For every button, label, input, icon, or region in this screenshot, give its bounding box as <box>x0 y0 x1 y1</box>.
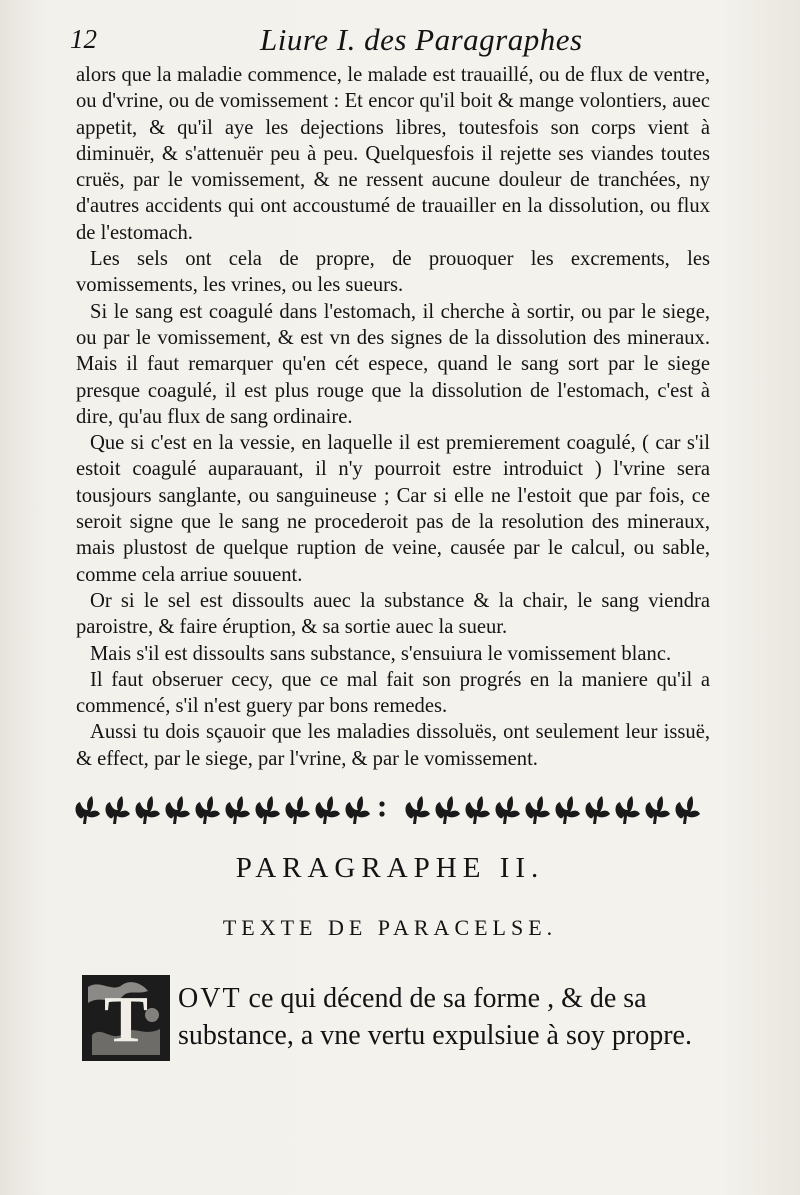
fleuron-row <box>76 796 701 824</box>
body-paragraph: Aussi tu dois sçauoir que les maladies dissoluës, ont seulement leur issuë, & effect, par le siege, par l'vrine, & par le vomissement. <box>76 721 710 770</box>
section-heading: PARAGRAPHE II. <box>235 852 545 884</box>
body-paragraph: Si le sang est coagulé dans l'estomach, il cherche à sortir, ou par le siege, ou par le vomissement, & est vn des signes de la dissolution des mineraux. Mais il faut remarquer qu'en cét espece, quand le sang sort par le siege presque coagulé, il est plus rouge que la dissolution de l'estomach, c'est à dire, qu'au flux de sang ordinaire. <box>76 300 710 428</box>
section-subheading: TEXTE DE PARACELSE. <box>222 915 558 940</box>
page-number: 12 <box>70 24 97 54</box>
body-text <box>76 62 710 772</box>
body-paragraph: Mais s'il est dissoults sans substance, s'ensuiura le vomissement blanc. <box>90 642 672 665</box>
body-paragraph: Les sels ont cela de propre, de prouoquer les excrements, les vomissements, les vrines, ou les sueurs. <box>76 248 710 297</box>
body-paragraph: Or si le sel est dissoults auec la substance & la chair, le sang viendra paroistre, & faire éruption, & sa sortie auec la sueur. <box>76 589 710 639</box>
running-title: Liure I. des Paragraphes <box>260 22 583 57</box>
quote-first-word: OVT <box>178 983 242 1014</box>
body-paragraph: Il faut obseruer cecy, que ce mal fait son progrés en la maniere qu'il a commencé, s'il n'est guery par bons remedes. <box>76 668 710 718</box>
quote-paragraph <box>178 980 718 1054</box>
paracelse-text <box>178 980 718 1054</box>
running-head <box>70 22 760 62</box>
quote-text: ce qui décend de sa forme , & de sa substance, a vne vertu expulsiue à soy propre. <box>178 983 692 1051</box>
drop-cap-letter: T <box>103 983 149 1056</box>
body-paragraph: alors que la maladie commence, le malade est trauaillé, ou de flux de ventre, ou d'vrine, ou de vomissement : Et encor qu'il boit & mange volontiers, auec appetit, & qu'il aye les dejections libres, toutesfois son corps vient à diminuër, & s'attenuër peu à peu. Quelquesfois il rejette ses viandes toutes cruës, par le vomissement, & ne ressent aucune douleur de tranchées, ny d'autres accidents qui ont accoustumé de trauailler en la dissolution, ou flux de l'estomach. <box>76 64 710 244</box>
fleuron-ornament-band <box>70 790 700 830</box>
ornamental-drop-cap-t <box>82 975 170 1061</box>
body-paragraph: Que si c'est en la vessie, en laquelle il est premierement coagulé, ( car s'il estoit coagulé auparauant, il n'y pourroit estre introduict ) l'vrine sera tousjours sanglante, ou sanguineuse ; Car si elle ne l'estoit que par fois, ce seroit signe que le sang ne procederoit pas de la resolution des mineraux, mais plustost de quelque ruption de veine, causée par le calcul, ou sable, comme cela arriue souuent. <box>76 432 710 586</box>
